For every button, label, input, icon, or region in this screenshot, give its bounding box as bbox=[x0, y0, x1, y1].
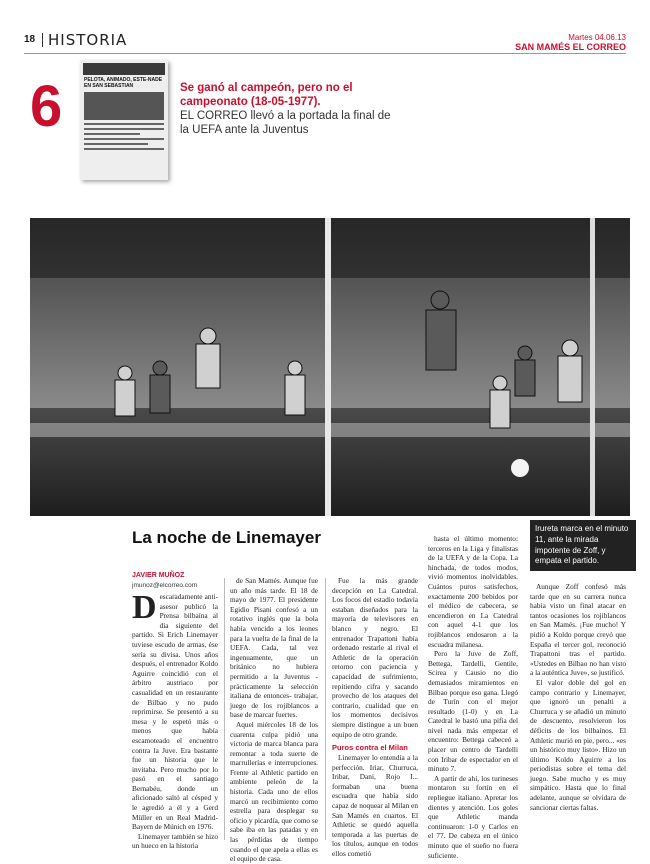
column-2-text-b: Aquel miércoles 18 de los cuarenta culpa pidió una victoria de marca blanca para remontar a toda suerte de marrullerías e interrupciones. Frente al Athletic partido en ambiente peleón de la historia. Cada uno de ellos marcó un recibimiento como estrella para desplegar su oficio y picardía, que como se sabe iba en las patadas y en las pérdidas de tiempo cuando el que apela a ellas es el equipo de casa. bbox=[230, 719, 318, 864]
issue-date: Martes 04.06.13 bbox=[568, 33, 626, 42]
header-rule bbox=[24, 53, 626, 54]
article-column-5 bbox=[530, 582, 626, 812]
column-3-text: Fue la más grande decepción en La Catedral. Los focos del estadio todavía estaban diseñados para la mayoría de televisores en blanco y negro. El entrenador Trapattoni había ordenado restarle al rival el Athletic de la operación retorno con paciencia y capacidad de sufrimiento, repitiendo cifra y sacando provecho de los ataques del contrario, cualidad que en los momentos decisivos siempre distingue a un buen equipo de otro grande. bbox=[332, 576, 418, 739]
clipping-photo bbox=[84, 92, 164, 120]
newspaper-clipping bbox=[80, 60, 168, 180]
photo-caption: Irureta marca en el minuto 11, ante la mirada impotente de Zoff, y empata el partido. bbox=[530, 520, 636, 571]
feature-lead-grey: EL CORREO llevó a la portada la final de la UEFA ante la Juventus bbox=[180, 110, 391, 136]
drop-cap: D bbox=[132, 589, 157, 626]
column-4-text-b: Pero la Juve de Zoff, Bettega, Tardelli, Gentile, Scirea y Causio no dio demasiados miramientos en Bilbao porque eso gana. Llegó de Turín con el mejor resultado (1-0) y en La Catedral le bastó una pifia del nivel nada más empezar el encuentro: Bettega cabeceó a placer un centro de Tardelli con Iribar de espectador en el minuto 7. bbox=[428, 649, 518, 774]
column-2-text: de San Mamés. Aunque fue un año más tarde. El 18 de mayo de 1977. El presidente Egidio Pisani confesó a un rotativo inglés que la bola había vencido a los leones para la vuelta de la final de la UEFA. Cada, tal vez ingenuamente, que un británico no hubiera permitido a la Juventus -prácticamente la selección italiana de entonces- trabajar, juego de los rojiblancos a base de marcar fuertes. bbox=[230, 576, 318, 720]
column-rule bbox=[224, 578, 225, 840]
match-photo bbox=[30, 218, 630, 516]
column-4-text: hasta el último momento: terceros en la Liga y finalistas de la UEFA y de la Copa. La hinchada, de todos modos, vivió momentos inolvidables. Cuántos puros satisfechos, exactamente 200 bebidos por el médico de cabecera, se encendieron en La Catedral con aquel 4-1 que los rojiblancos endosaron a la escuadra milanesa. bbox=[428, 534, 518, 649]
author-byline: JAVIER MUÑOZ bbox=[132, 572, 185, 579]
newspaper-name: SAN MAMÉS EL CORREO bbox=[515, 42, 626, 52]
feature-lead-red: Se ganó al campeón, pero no el campeonato (18-05-1977). bbox=[180, 82, 353, 108]
clipping-text-lines bbox=[84, 123, 164, 150]
clipping-headline: PELOTA, ANIMADO, ESTE-NADE EN SAN SEBASTIAN bbox=[84, 77, 163, 89]
page-number: 18 bbox=[24, 34, 36, 45]
article-headline: La noche de Linemayer bbox=[132, 528, 321, 547]
column-3-text-b: Linemayer lo entendía a la perfección. Iriar, Churruca, Iribar, Dani, Rojo I... formaban una buena escuadra que había sido capaz de noquear al Milan en San Mamés en cuartos. El Athletic se quedó aquella temporada a las puertas de los títulos, aunque en todos ellos cometió bbox=[332, 753, 418, 859]
match-photo-illustration bbox=[30, 218, 630, 516]
article-column-1 bbox=[132, 589, 218, 851]
column-rule bbox=[325, 578, 326, 840]
feature-number: 6 bbox=[30, 74, 63, 139]
column-5-text: Aunque Zoff confesó más tarde que en su carrera nunca había visto un final atacar en tantos ocasiones los rojiblancos en San Mamés. ¡Fue mucho! Y pidió a Koldo porque creyó que España el tercer gol, reconoció Trapattoni tras el partido. «Ustedes en Bilbao no han visto a la auténtica Juve», se justificó. bbox=[530, 582, 626, 678]
column-1-text: escaradamente anti-asesor publicó la Prensa bilbaína al día siguiente del partido. Si Erich Linemayer tuviese escudo de armas, ése sería su divisa. Unos años después, el entrenador Koldo Aguirre coincidió con el árbitro austriaco por casualidad en un restaurante de Bilbao y no pudo reprimirse. Se presentó a su mesa y le espetó más o menos que había escamoteado el encuentro contra la Juve. Era bastante fue un historia que le invitaba. Pero mucho por lo pasó en el santiago Bernabéu, donde un aficionado saltó al césped y le agredió a él y a Gerd Müller en un Real Madrid-Bayern de Múnich en 1976. bbox=[132, 592, 218, 832]
column-4-text-c: A partir de ahí, los turineses montaron su fortín en el repliegue italiano. Apretar los dientes y atención. Los goles que Athletic manda continuaron: 1-0 y Carlos en el 77. De cabeza en el único minuto que el sueño no fuera suficiente. bbox=[428, 773, 518, 860]
column-1-text-b: Linemayer también se hizo un hueco en la historia bbox=[132, 831, 218, 851]
section-title: HISTORIA bbox=[48, 31, 128, 49]
article-subhead: Puros contra el Milan bbox=[332, 743, 408, 753]
author-email[interactable]: jmunoz@elcorreo.com bbox=[132, 582, 198, 589]
article-column-3 bbox=[332, 576, 418, 859]
column-5-text-b: El valor doble del gol en campo contrario y Linemayer, que ignoró un penalti a Churruca y se añadió un minuto de descuento, resolvieron los déficits de los bilbaínos. El Athletic murió en pie, pero... «es un histórico muy listo». Hizo un último Koldo Aguirre a los periodistas sobre el tema del juego. Sabe mucho y es muy simpático. Hasta que lo final adelante, aunque se olvidara de sancionar ciertas faltas. bbox=[530, 677, 626, 812]
clipping-masthead bbox=[83, 63, 165, 75]
article-column-4 bbox=[428, 534, 518, 860]
header-separator bbox=[42, 33, 43, 47]
article-column-2 bbox=[230, 576, 318, 864]
